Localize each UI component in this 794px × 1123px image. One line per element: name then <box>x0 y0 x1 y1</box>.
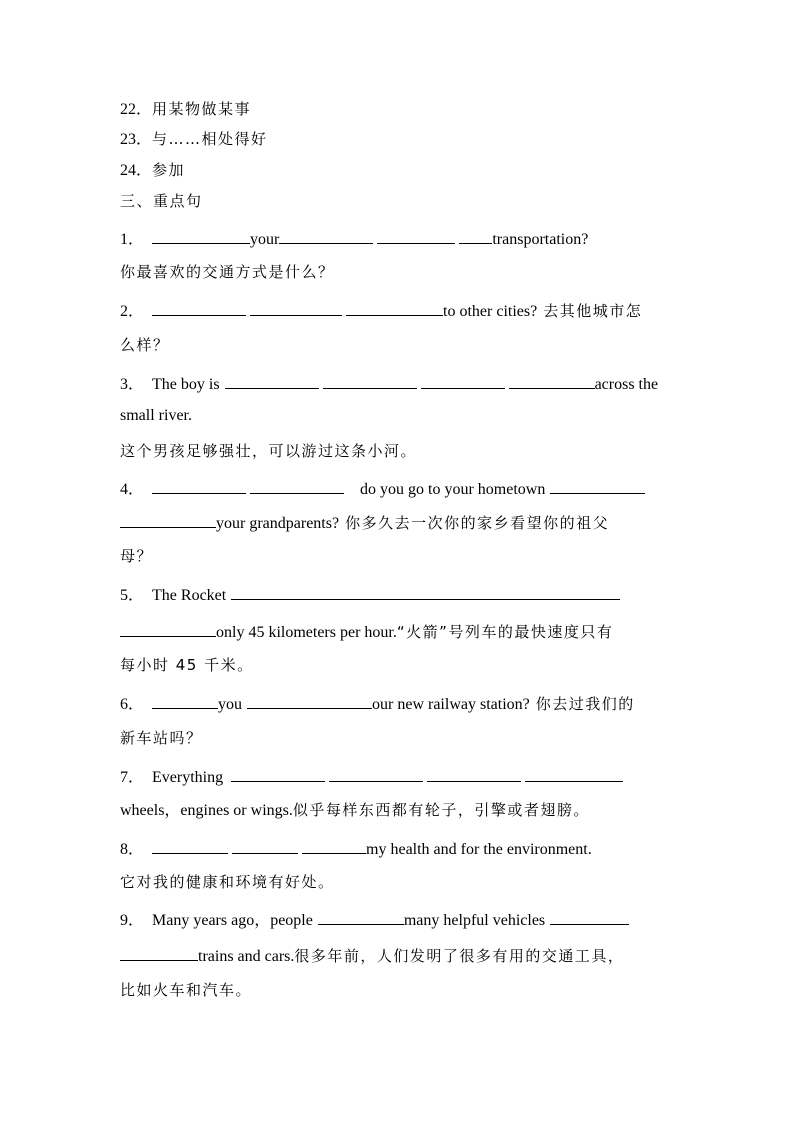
question-1-translation: 你最喜欢的交通方式是什么？ <box>120 263 335 281</box>
question-6 <box>120 692 635 715</box>
item-number: 2． <box>120 303 145 320</box>
sentence-text: my health and for the environment. <box>366 841 592 858</box>
answer-blank[interactable] <box>459 227 492 244</box>
translation-text: “火箭”号列车的最快速度只有 <box>396 623 614 641</box>
phrase-text: 与……相处得好 <box>152 130 268 148</box>
question-1 <box>120 227 588 250</box>
answer-blank[interactable] <box>427 765 521 782</box>
answer-blank[interactable] <box>377 227 455 244</box>
sentence-text: The Rocket <box>152 587 227 604</box>
question-4-translation-cont: 母？ <box>120 547 154 565</box>
answer-blank[interactable] <box>120 511 216 528</box>
question-mark: ? <box>581 231 589 248</box>
answer-blank[interactable] <box>152 299 246 316</box>
sentence-text: our new railway station <box>372 696 523 713</box>
phrase-text: 用某物做某事 <box>152 100 252 118</box>
question-mark: ? <box>331 515 340 532</box>
sentence-text: many helpful vehicles <box>403 912 546 929</box>
answer-blank[interactable] <box>152 692 218 709</box>
answer-blank[interactable] <box>315 692 372 709</box>
phrase-text: 参加 <box>152 161 186 179</box>
question-5-translation-cont: 每小时 45 千米。 <box>120 656 254 674</box>
question-mark: ? <box>530 303 538 320</box>
question-4-cont <box>120 511 609 534</box>
answer-blank[interactable] <box>318 908 404 925</box>
answer-blank[interactable] <box>419 583 517 600</box>
answer-blank[interactable] <box>152 227 250 244</box>
translation-text: 你去过我们的 <box>535 695 635 713</box>
answer-blank[interactable] <box>225 372 319 389</box>
answer-blank[interactable] <box>250 299 342 316</box>
question-4 <box>120 477 645 500</box>
item-number: 7． <box>120 769 145 786</box>
answer-blank[interactable] <box>250 477 344 494</box>
item-number: 5． <box>120 587 145 604</box>
item-number: 9． <box>120 912 145 929</box>
answer-blank[interactable] <box>323 372 417 389</box>
sentence-text: across the <box>594 376 659 393</box>
section-title: 三、重点句 <box>120 192 203 210</box>
answer-blank[interactable] <box>325 583 419 600</box>
question-3-translation: 这个男孩足够强壮，可以游过这条小河。 <box>120 442 418 460</box>
translation-text: 去其他城市怎 <box>543 302 643 320</box>
sentence-text: your grandparents <box>216 515 332 532</box>
answer-blank[interactable] <box>509 372 595 389</box>
answer-blank[interactable] <box>120 944 198 961</box>
sentence-text: wheels，engines or wings. <box>120 802 293 819</box>
answer-blank[interactable] <box>120 620 216 637</box>
question-8 <box>120 837 592 860</box>
answer-blank[interactable] <box>247 692 315 709</box>
question-9-translation-cont: 比如火车和汽车。 <box>120 981 253 999</box>
answer-blank[interactable] <box>232 837 298 854</box>
question-6-translation-cont: 新车站吗？ <box>120 729 203 747</box>
question-9-cont <box>120 944 624 967</box>
question-mark: ? <box>522 696 530 713</box>
question-7-cont <box>120 800 590 821</box>
question-8-translation: 它对我的健康和环境有好处。 <box>120 873 335 891</box>
sentence-text: The boy is <box>152 376 220 393</box>
sentence-text: Many years ago，people <box>152 912 313 929</box>
translation-text: 很多年前，人们发明了很多有用的交通工具， <box>294 947 625 965</box>
phrase-23 <box>120 129 268 150</box>
item-number: 4． <box>120 481 145 498</box>
answer-blank[interactable] <box>279 227 373 244</box>
answer-blank[interactable] <box>329 765 423 782</box>
answer-blank[interactable] <box>346 299 443 316</box>
phrase-24 <box>120 160 185 181</box>
answer-blank[interactable] <box>517 583 620 600</box>
answer-blank[interactable] <box>231 583 325 600</box>
answer-blank[interactable] <box>302 837 366 854</box>
answer-blank[interactable] <box>152 477 246 494</box>
item-number: 24． <box>120 162 153 179</box>
sentence-text: do you go to your hometown <box>360 481 546 498</box>
phrase-22 <box>120 99 251 120</box>
item-number: 23． <box>120 131 153 148</box>
item-number: 22． <box>120 101 153 118</box>
question-7 <box>120 765 623 788</box>
sentence-text: trains and cars. <box>198 948 295 965</box>
translation-text: 你多久去一次你的家乡看望你的祖父 <box>345 514 610 532</box>
answer-blank[interactable] <box>152 837 228 854</box>
item-number: 3． <box>120 376 145 393</box>
sentence-text: you <box>218 696 243 713</box>
question-5 <box>120 583 620 606</box>
answer-blank[interactable] <box>231 765 325 782</box>
question-9 <box>120 908 629 931</box>
answer-blank[interactable] <box>525 765 623 782</box>
question-5-cont <box>120 620 613 643</box>
question-2-translation-cont: 么样？ <box>120 336 170 354</box>
translation-text: 似乎每样东西都有轮子，引擎或者翅膀。 <box>292 801 590 819</box>
answer-blank[interactable] <box>550 908 629 925</box>
question-2 <box>120 299 642 322</box>
item-number: 8． <box>120 841 145 858</box>
sentence-text: only 45 kilometers per hour. <box>216 624 397 641</box>
sentence-text: your <box>250 231 280 248</box>
answer-blank[interactable] <box>421 372 505 389</box>
answer-blank[interactable] <box>550 477 645 494</box>
question-3 <box>120 372 658 395</box>
item-number: 6． <box>120 696 145 713</box>
sentence-text: to other cities <box>443 303 531 320</box>
item-number: 1． <box>120 231 145 248</box>
sentence-text: Everything <box>152 769 224 786</box>
question-3-cont: small river. <box>120 407 192 424</box>
sentence-text: transportation <box>492 231 582 248</box>
